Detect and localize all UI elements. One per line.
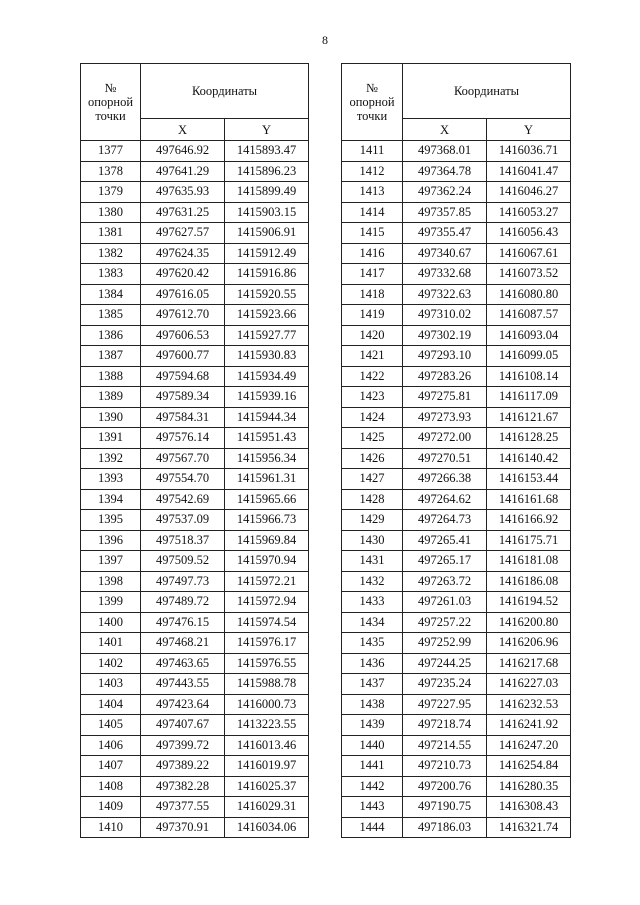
point-number-cell: 1425 <box>342 428 403 449</box>
table-row <box>81 715 309 736</box>
table-row <box>81 161 309 182</box>
point-number-cell: 1436 <box>342 653 403 674</box>
table-row <box>342 469 571 490</box>
y-coordinate-cell: 1413223.55 <box>225 715 309 736</box>
x-coordinate-cell: 497567.70 <box>141 448 225 469</box>
table-row <box>81 735 309 756</box>
coordinates-header: Координаты <box>403 64 571 119</box>
table-row <box>81 387 309 408</box>
point-number-cell: 1409 <box>81 797 141 818</box>
table-row <box>342 141 571 162</box>
x-coordinate-cell: 497200.76 <box>403 776 487 797</box>
table-row <box>342 366 571 387</box>
point-number-cell: 1384 <box>81 284 141 305</box>
point-number-cell: 1427 <box>342 469 403 490</box>
table-row <box>81 612 309 633</box>
x-coordinate-cell: 497190.75 <box>403 797 487 818</box>
table-row <box>81 510 309 531</box>
x-coordinate-cell: 497624.35 <box>141 243 225 264</box>
point-number-cell: 1433 <box>342 592 403 613</box>
x-column-header: X <box>403 119 487 141</box>
x-coordinate-cell: 497270.51 <box>403 448 487 469</box>
point-number-cell: 1439 <box>342 715 403 736</box>
x-coordinate-cell: 497322.63 <box>403 284 487 305</box>
y-coordinate-cell: 1415899.49 <box>225 182 309 203</box>
point-number-cell: 1393 <box>81 469 141 490</box>
x-coordinate-cell: 497554.70 <box>141 469 225 490</box>
y-coordinate-cell: 1415930.83 <box>225 346 309 367</box>
x-coordinate-cell: 497389.22 <box>141 756 225 777</box>
coordinates-table-right <box>341 63 571 838</box>
table-row <box>342 612 571 633</box>
y-coordinate-cell: 1416161.68 <box>487 489 571 510</box>
y-coordinate-cell: 1416232.53 <box>487 694 571 715</box>
point-number-cell: 1380 <box>81 202 141 223</box>
table-row <box>342 161 571 182</box>
point-number-cell: 1390 <box>81 407 141 428</box>
point-number-cell: 1424 <box>342 407 403 428</box>
y-coordinate-cell: 1415916.86 <box>225 264 309 285</box>
point-number-cell: 1437 <box>342 674 403 695</box>
point-number-cell: 1400 <box>81 612 141 633</box>
coordinates-header: Координаты <box>141 64 309 119</box>
y-coordinate-cell: 1416117.09 <box>487 387 571 408</box>
table-row <box>81 694 309 715</box>
table-row <box>342 387 571 408</box>
x-coordinate-cell: 497273.93 <box>403 407 487 428</box>
point-number-cell: 1431 <box>342 551 403 572</box>
x-coordinate-cell: 497310.02 <box>403 305 487 326</box>
y-coordinate-cell: 1415972.94 <box>225 592 309 613</box>
x-coordinate-cell: 497283.26 <box>403 366 487 387</box>
point-number-cell: 1428 <box>342 489 403 510</box>
point-number-cell: 1413 <box>342 182 403 203</box>
table-row <box>342 448 571 469</box>
y-coordinate-cell: 1416140.42 <box>487 448 571 469</box>
point-number-cell: 1444 <box>342 817 403 838</box>
y-coordinate-cell: 1416181.08 <box>487 551 571 572</box>
point-number-cell: 1378 <box>81 161 141 182</box>
y-coordinate-cell: 1415976.55 <box>225 653 309 674</box>
table-row <box>342 756 571 777</box>
x-coordinate-cell: 497631.25 <box>141 202 225 223</box>
y-coordinate-cell: 1416217.68 <box>487 653 571 674</box>
y-coordinate-cell: 1415969.84 <box>225 530 309 551</box>
point-number-cell: 1389 <box>81 387 141 408</box>
point-number-header: № опорной точки <box>81 64 141 141</box>
x-coordinate-cell: 497227.95 <box>403 694 487 715</box>
y-coordinate-cell: 1415939.16 <box>225 387 309 408</box>
table-row <box>342 674 571 695</box>
point-number-cell: 1429 <box>342 510 403 531</box>
table-row <box>81 776 309 797</box>
point-number-cell: 1396 <box>81 530 141 551</box>
point-number-cell: 1383 <box>81 264 141 285</box>
x-coordinate-cell: 497399.72 <box>141 735 225 756</box>
point-number-cell: 1387 <box>81 346 141 367</box>
table-row <box>342 346 571 367</box>
x-coordinate-cell: 497261.03 <box>403 592 487 613</box>
table-row <box>81 141 309 162</box>
table-row <box>81 633 309 654</box>
y-coordinate-cell: 1416067.61 <box>487 243 571 264</box>
point-number-cell: 1408 <box>81 776 141 797</box>
point-number-cell: 1430 <box>342 530 403 551</box>
x-coordinate-cell: 497265.41 <box>403 530 487 551</box>
table-row <box>342 797 571 818</box>
point-number-cell: 1388 <box>81 366 141 387</box>
y-coordinate-cell: 1416053.27 <box>487 202 571 223</box>
x-coordinate-cell: 497589.34 <box>141 387 225 408</box>
x-coordinate-cell: 497266.38 <box>403 469 487 490</box>
point-number-cell: 1419 <box>342 305 403 326</box>
y-coordinate-cell: 1416019.97 <box>225 756 309 777</box>
table-row <box>342 284 571 305</box>
point-number-cell: 1386 <box>81 325 141 346</box>
y-coordinate-cell: 1416280.35 <box>487 776 571 797</box>
y-coordinate-cell: 1416121.67 <box>487 407 571 428</box>
table-row <box>342 715 571 736</box>
x-coordinate-cell: 497635.93 <box>141 182 225 203</box>
point-number-cell: 1412 <box>342 161 403 182</box>
y-coordinate-cell: 1415912.49 <box>225 243 309 264</box>
x-coordinate-cell: 497627.57 <box>141 223 225 244</box>
point-number-cell: 1416 <box>342 243 403 264</box>
point-number-cell: 1442 <box>342 776 403 797</box>
y-coordinate-cell: 1415896.23 <box>225 161 309 182</box>
table-row <box>342 182 571 203</box>
x-coordinate-cell: 497302.19 <box>403 325 487 346</box>
table-row <box>342 735 571 756</box>
y-coordinate-cell: 1416000.73 <box>225 694 309 715</box>
x-coordinate-cell: 497377.55 <box>141 797 225 818</box>
table-row <box>342 776 571 797</box>
y-coordinate-cell: 1416036.71 <box>487 141 571 162</box>
y-coordinate-cell: 1416153.44 <box>487 469 571 490</box>
table-row <box>342 325 571 346</box>
point-number-cell: 1426 <box>342 448 403 469</box>
y-coordinate-cell: 1416206.96 <box>487 633 571 654</box>
x-coordinate-cell: 497463.65 <box>141 653 225 674</box>
point-number-cell: 1385 <box>81 305 141 326</box>
point-number-cell: 1443 <box>342 797 403 818</box>
table-row <box>81 243 309 264</box>
table-row <box>81 797 309 818</box>
x-coordinate-cell: 497537.09 <box>141 510 225 531</box>
table-row <box>342 202 571 223</box>
point-number-cell: 1401 <box>81 633 141 654</box>
x-coordinate-cell: 497370.91 <box>141 817 225 838</box>
y-coordinate-cell: 1416175.71 <box>487 530 571 551</box>
y-coordinate-cell: 1416034.06 <box>225 817 309 838</box>
x-coordinate-cell: 497210.73 <box>403 756 487 777</box>
x-coordinate-cell: 497443.55 <box>141 674 225 695</box>
table-row <box>81 469 309 490</box>
point-number-cell: 1410 <box>81 817 141 838</box>
table-row <box>342 530 571 551</box>
y-coordinate-cell: 1416194.52 <box>487 592 571 613</box>
x-coordinate-cell: 497362.24 <box>403 182 487 203</box>
table-row <box>81 346 309 367</box>
x-coordinate-cell: 497468.21 <box>141 633 225 654</box>
point-number-cell: 1434 <box>342 612 403 633</box>
table-row <box>81 674 309 695</box>
page-number: 8 <box>322 33 328 47</box>
table-row <box>81 571 309 592</box>
y-coordinate-cell: 1416321.74 <box>487 817 571 838</box>
y-coordinate-cell: 1416056.43 <box>487 223 571 244</box>
point-number-cell: 1407 <box>81 756 141 777</box>
table-row <box>81 284 309 305</box>
y-column-header: Y <box>225 119 309 141</box>
point-number-cell: 1398 <box>81 571 141 592</box>
table-row <box>81 325 309 346</box>
y-coordinate-cell: 1416041.47 <box>487 161 571 182</box>
table-row <box>342 223 571 244</box>
table-row <box>81 182 309 203</box>
table-row <box>81 756 309 777</box>
y-coordinate-cell: 1415965.66 <box>225 489 309 510</box>
y-coordinate-cell: 1416254.84 <box>487 756 571 777</box>
point-number-cell: 1397 <box>81 551 141 572</box>
point-number-cell: 1381 <box>81 223 141 244</box>
table-row <box>81 817 309 838</box>
x-coordinate-cell: 497576.14 <box>141 428 225 449</box>
y-coordinate-cell: 1416080.80 <box>487 284 571 305</box>
table-row <box>342 551 571 572</box>
y-coordinate-cell: 1416073.52 <box>487 264 571 285</box>
x-coordinate-cell: 497332.68 <box>403 264 487 285</box>
y-coordinate-cell: 1415893.47 <box>225 141 309 162</box>
table-row <box>342 592 571 613</box>
y-coordinate-cell: 1416087.57 <box>487 305 571 326</box>
x-coordinate-cell: 497272.00 <box>403 428 487 449</box>
x-coordinate-cell: 497612.70 <box>141 305 225 326</box>
y-coordinate-cell: 1416108.14 <box>487 366 571 387</box>
table-row <box>81 653 309 674</box>
y-coordinate-cell: 1415974.54 <box>225 612 309 633</box>
table-row <box>81 223 309 244</box>
x-coordinate-cell: 497293.10 <box>403 346 487 367</box>
point-number-cell: 1394 <box>81 489 141 510</box>
table-row <box>81 592 309 613</box>
y-coordinate-cell: 1415923.66 <box>225 305 309 326</box>
point-number-cell: 1420 <box>342 325 403 346</box>
table-row <box>342 653 571 674</box>
x-column-header: X <box>141 119 225 141</box>
table-row <box>342 305 571 326</box>
x-coordinate-cell: 497340.67 <box>403 243 487 264</box>
point-number-header: № опорной точки <box>342 64 403 141</box>
table-row <box>342 510 571 531</box>
x-coordinate-cell: 497355.47 <box>403 223 487 244</box>
y-coordinate-cell: 1415951.43 <box>225 428 309 449</box>
table-row <box>342 694 571 715</box>
table-row <box>81 428 309 449</box>
point-number-cell: 1392 <box>81 448 141 469</box>
point-number-cell: 1379 <box>81 182 141 203</box>
table-row <box>81 305 309 326</box>
y-coordinate-cell: 1416166.92 <box>487 510 571 531</box>
table-row <box>342 407 571 428</box>
table-row <box>81 530 309 551</box>
table-row <box>81 202 309 223</box>
y-coordinate-cell: 1416128.25 <box>487 428 571 449</box>
point-number-cell: 1402 <box>81 653 141 674</box>
table-row <box>342 243 571 264</box>
y-coordinate-cell: 1416025.37 <box>225 776 309 797</box>
y-coordinate-cell: 1416308.43 <box>487 797 571 818</box>
point-number-cell: 1418 <box>342 284 403 305</box>
x-coordinate-cell: 497368.01 <box>403 141 487 162</box>
x-coordinate-cell: 497357.85 <box>403 202 487 223</box>
x-coordinate-cell: 497509.52 <box>141 551 225 572</box>
table-row <box>342 489 571 510</box>
y-coordinate-cell: 1416093.04 <box>487 325 571 346</box>
y-coordinate-cell: 1415972.21 <box>225 571 309 592</box>
x-coordinate-cell: 497382.28 <box>141 776 225 797</box>
x-coordinate-cell: 497616.05 <box>141 284 225 305</box>
x-coordinate-cell: 497600.77 <box>141 346 225 367</box>
table-row <box>81 489 309 510</box>
y-coordinate-cell: 1416241.92 <box>487 715 571 736</box>
x-coordinate-cell: 497620.42 <box>141 264 225 285</box>
point-number-cell: 1399 <box>81 592 141 613</box>
point-number-cell: 1414 <box>342 202 403 223</box>
x-coordinate-cell: 497252.99 <box>403 633 487 654</box>
y-coordinate-cell: 1415934.49 <box>225 366 309 387</box>
point-number-cell: 1403 <box>81 674 141 695</box>
y-coordinate-cell: 1416200.80 <box>487 612 571 633</box>
y-coordinate-cell: 1415961.31 <box>225 469 309 490</box>
x-coordinate-cell: 497244.25 <box>403 653 487 674</box>
x-coordinate-cell: 497186.03 <box>403 817 487 838</box>
point-number-cell: 1404 <box>81 694 141 715</box>
x-coordinate-cell: 497364.78 <box>403 161 487 182</box>
point-number-cell: 1391 <box>81 428 141 449</box>
point-number-cell: 1440 <box>342 735 403 756</box>
y-column-header: Y <box>487 119 571 141</box>
y-coordinate-cell: 1416046.27 <box>487 182 571 203</box>
x-coordinate-cell: 497606.53 <box>141 325 225 346</box>
point-number-cell: 1435 <box>342 633 403 654</box>
table-row <box>81 366 309 387</box>
table-row <box>81 448 309 469</box>
table-row <box>342 571 571 592</box>
point-number-cell: 1441 <box>342 756 403 777</box>
x-coordinate-cell: 497235.24 <box>403 674 487 695</box>
x-coordinate-cell: 497407.67 <box>141 715 225 736</box>
x-coordinate-cell: 497264.62 <box>403 489 487 510</box>
x-coordinate-cell: 497489.72 <box>141 592 225 613</box>
point-number-cell: 1421 <box>342 346 403 367</box>
x-coordinate-cell: 497265.17 <box>403 551 487 572</box>
x-coordinate-cell: 497476.15 <box>141 612 225 633</box>
y-coordinate-cell: 1416186.08 <box>487 571 571 592</box>
x-coordinate-cell: 497584.31 <box>141 407 225 428</box>
table-row <box>81 551 309 572</box>
y-coordinate-cell: 1415976.17 <box>225 633 309 654</box>
y-coordinate-cell: 1416029.31 <box>225 797 309 818</box>
x-coordinate-cell: 497594.68 <box>141 366 225 387</box>
x-coordinate-cell: 497518.37 <box>141 530 225 551</box>
table-row <box>342 817 571 838</box>
y-coordinate-cell: 1415956.34 <box>225 448 309 469</box>
x-coordinate-cell: 497263.72 <box>403 571 487 592</box>
point-number-cell: 1415 <box>342 223 403 244</box>
y-coordinate-cell: 1415970.94 <box>225 551 309 572</box>
point-number-cell: 1432 <box>342 571 403 592</box>
table-row <box>342 264 571 285</box>
point-number-cell: 1405 <box>81 715 141 736</box>
x-coordinate-cell: 497542.69 <box>141 489 225 510</box>
y-coordinate-cell: 1416247.20 <box>487 735 571 756</box>
table-row <box>342 633 571 654</box>
y-coordinate-cell: 1415944.34 <box>225 407 309 428</box>
x-coordinate-cell: 497423.64 <box>141 694 225 715</box>
y-coordinate-cell: 1415920.55 <box>225 284 309 305</box>
coordinates-table-left <box>80 63 309 838</box>
table-row <box>81 407 309 428</box>
point-number-cell: 1395 <box>81 510 141 531</box>
table-row <box>342 428 571 449</box>
point-number-cell: 1411 <box>342 141 403 162</box>
point-number-cell: 1422 <box>342 366 403 387</box>
x-coordinate-cell: 497497.73 <box>141 571 225 592</box>
point-number-cell: 1377 <box>81 141 141 162</box>
y-coordinate-cell: 1415927.77 <box>225 325 309 346</box>
point-number-cell: 1382 <box>81 243 141 264</box>
x-coordinate-cell: 497264.73 <box>403 510 487 531</box>
point-number-cell: 1423 <box>342 387 403 408</box>
point-number-cell: 1438 <box>342 694 403 715</box>
y-coordinate-cell: 1416099.05 <box>487 346 571 367</box>
x-coordinate-cell: 497641.29 <box>141 161 225 182</box>
x-coordinate-cell: 497214.55 <box>403 735 487 756</box>
y-coordinate-cell: 1415966.73 <box>225 510 309 531</box>
y-coordinate-cell: 1416013.46 <box>225 735 309 756</box>
point-number-cell: 1417 <box>342 264 403 285</box>
table-row <box>81 264 309 285</box>
point-number-cell: 1406 <box>81 735 141 756</box>
x-coordinate-cell: 497275.81 <box>403 387 487 408</box>
x-coordinate-cell: 497257.22 <box>403 612 487 633</box>
y-coordinate-cell: 1415988.78 <box>225 674 309 695</box>
y-coordinate-cell: 1416227.03 <box>487 674 571 695</box>
y-coordinate-cell: 1415903.15 <box>225 202 309 223</box>
x-coordinate-cell: 497646.92 <box>141 141 225 162</box>
x-coordinate-cell: 497218.74 <box>403 715 487 736</box>
y-coordinate-cell: 1415906.91 <box>225 223 309 244</box>
